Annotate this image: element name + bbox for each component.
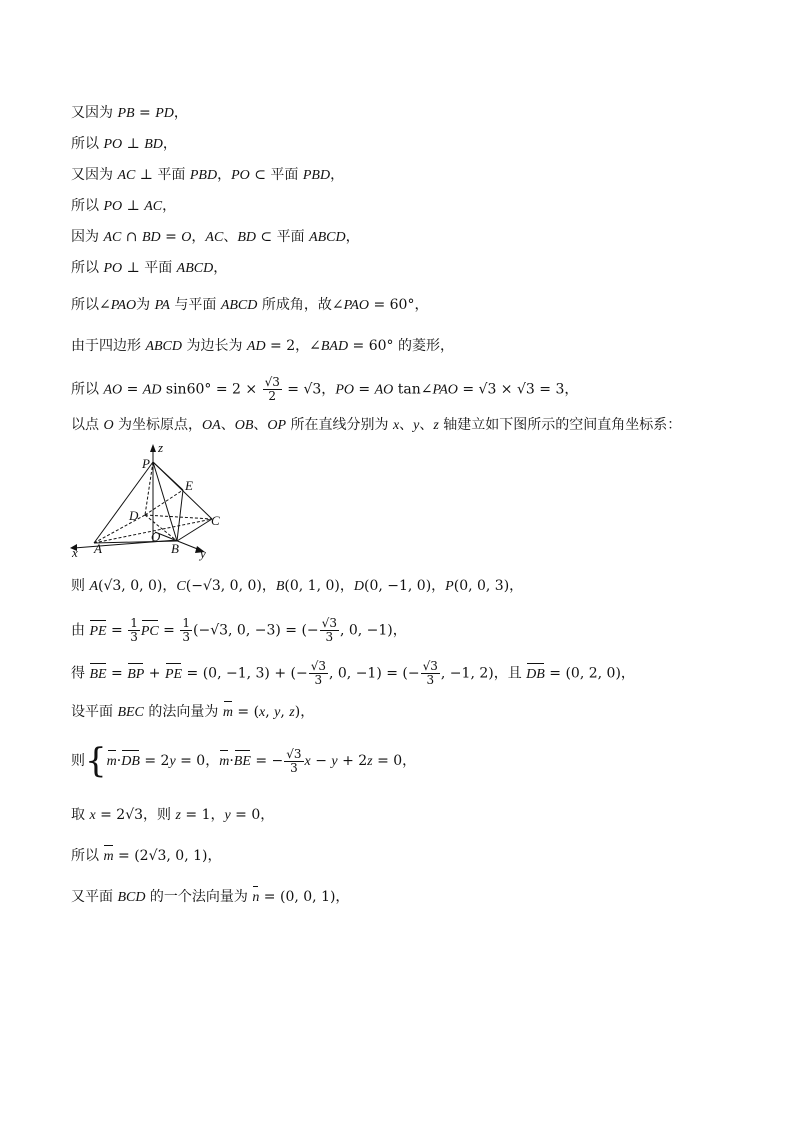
label-B: B	[171, 541, 179, 556]
text-line-7: 所以∠PAO为 PA 与平面 ABCD 所成角，故∠PAO = 60°，	[71, 297, 429, 313]
label-x: x	[72, 545, 78, 560]
text-line-9: 所以 AO = AD sin60° = 2 × $\frac{√3}{2}$ = √3，PO = AO tan∠PAO = √3 × √3 = 3，	[71, 375, 579, 403]
text-line-5: 因为 AC ∩ BD = O，AC、BD ⊂ 平面 ABCD，	[71, 229, 360, 245]
text-line-14: 设平面 BEC 的法向量为 m = (x, y, z)，	[71, 704, 315, 720]
text-line-13: 得 BE = BP + PE = (0, −1, 3) + (− $\frac{√3}{3}$ , 0, −1) = (− $\frac{√3}{3}$ , −1, 2)，且 DB = (0, 2, 0)，	[71, 659, 635, 687]
label-O: O	[151, 529, 161, 544]
text-line-16: 取 x = 2√3，则 z = 1，y = 0，	[71, 807, 275, 823]
label-C: C	[211, 513, 220, 528]
label-z: z	[158, 440, 164, 455]
text-line-12: 由 PE = $\frac{1}{3}$ PC = $\frac{1}{3}$ (−√3, 0, −3) = (− $\frac{√3}{3}$ , 0, −1)，	[71, 616, 407, 644]
text-line-11: 则 A(√3, 0, 0)，C(−√3, 0, 0)，B(0, 1, 0)，D(0, −1, 0)，P(0, 0, 3)，	[71, 578, 524, 594]
text-line-17: 所以 m = (2√3, 0, 1)，	[71, 848, 222, 864]
label-D: D	[129, 508, 139, 523]
text-line-3: 又因为 AC ⊥ 平面 PBD，PO ⊂ 平面 PBD，	[71, 167, 345, 183]
pyramid-coordinate-figure	[60, 440, 240, 565]
text-line-18: 又平面 BCD 的一个法向量为 n = (0, 0, 1)，	[71, 889, 350, 905]
text-line-15: 则{m·DB = 2y = 0，m·BE = − $\frac{√3}{3}$ x − y + 2z = 0，	[71, 741, 417, 781]
text-line-4: 所以 PO ⊥ AC，	[71, 198, 177, 214]
text-line-8: 由于四边形 ABCD 为边长为 AD = 2，∠BAD = 60° 的菱形，	[71, 338, 454, 354]
text-line-1: 又因为 PB = PD，	[71, 105, 188, 121]
label-E: E	[185, 478, 193, 493]
text-line-2: 所以 PO ⊥ BD，	[71, 136, 177, 152]
label-P: P	[142, 456, 150, 471]
label-y: y	[200, 546, 206, 561]
text-line-6: 所以 PO ⊥ 平面 ABCD，	[71, 260, 228, 276]
text-line-10: 以点 O 为坐标原点，OA、OB、OP 所在直线分别为 x、y、z 轴建立如下图所示的空间直角坐标系：	[71, 417, 682, 433]
label-A: A	[94, 541, 102, 556]
